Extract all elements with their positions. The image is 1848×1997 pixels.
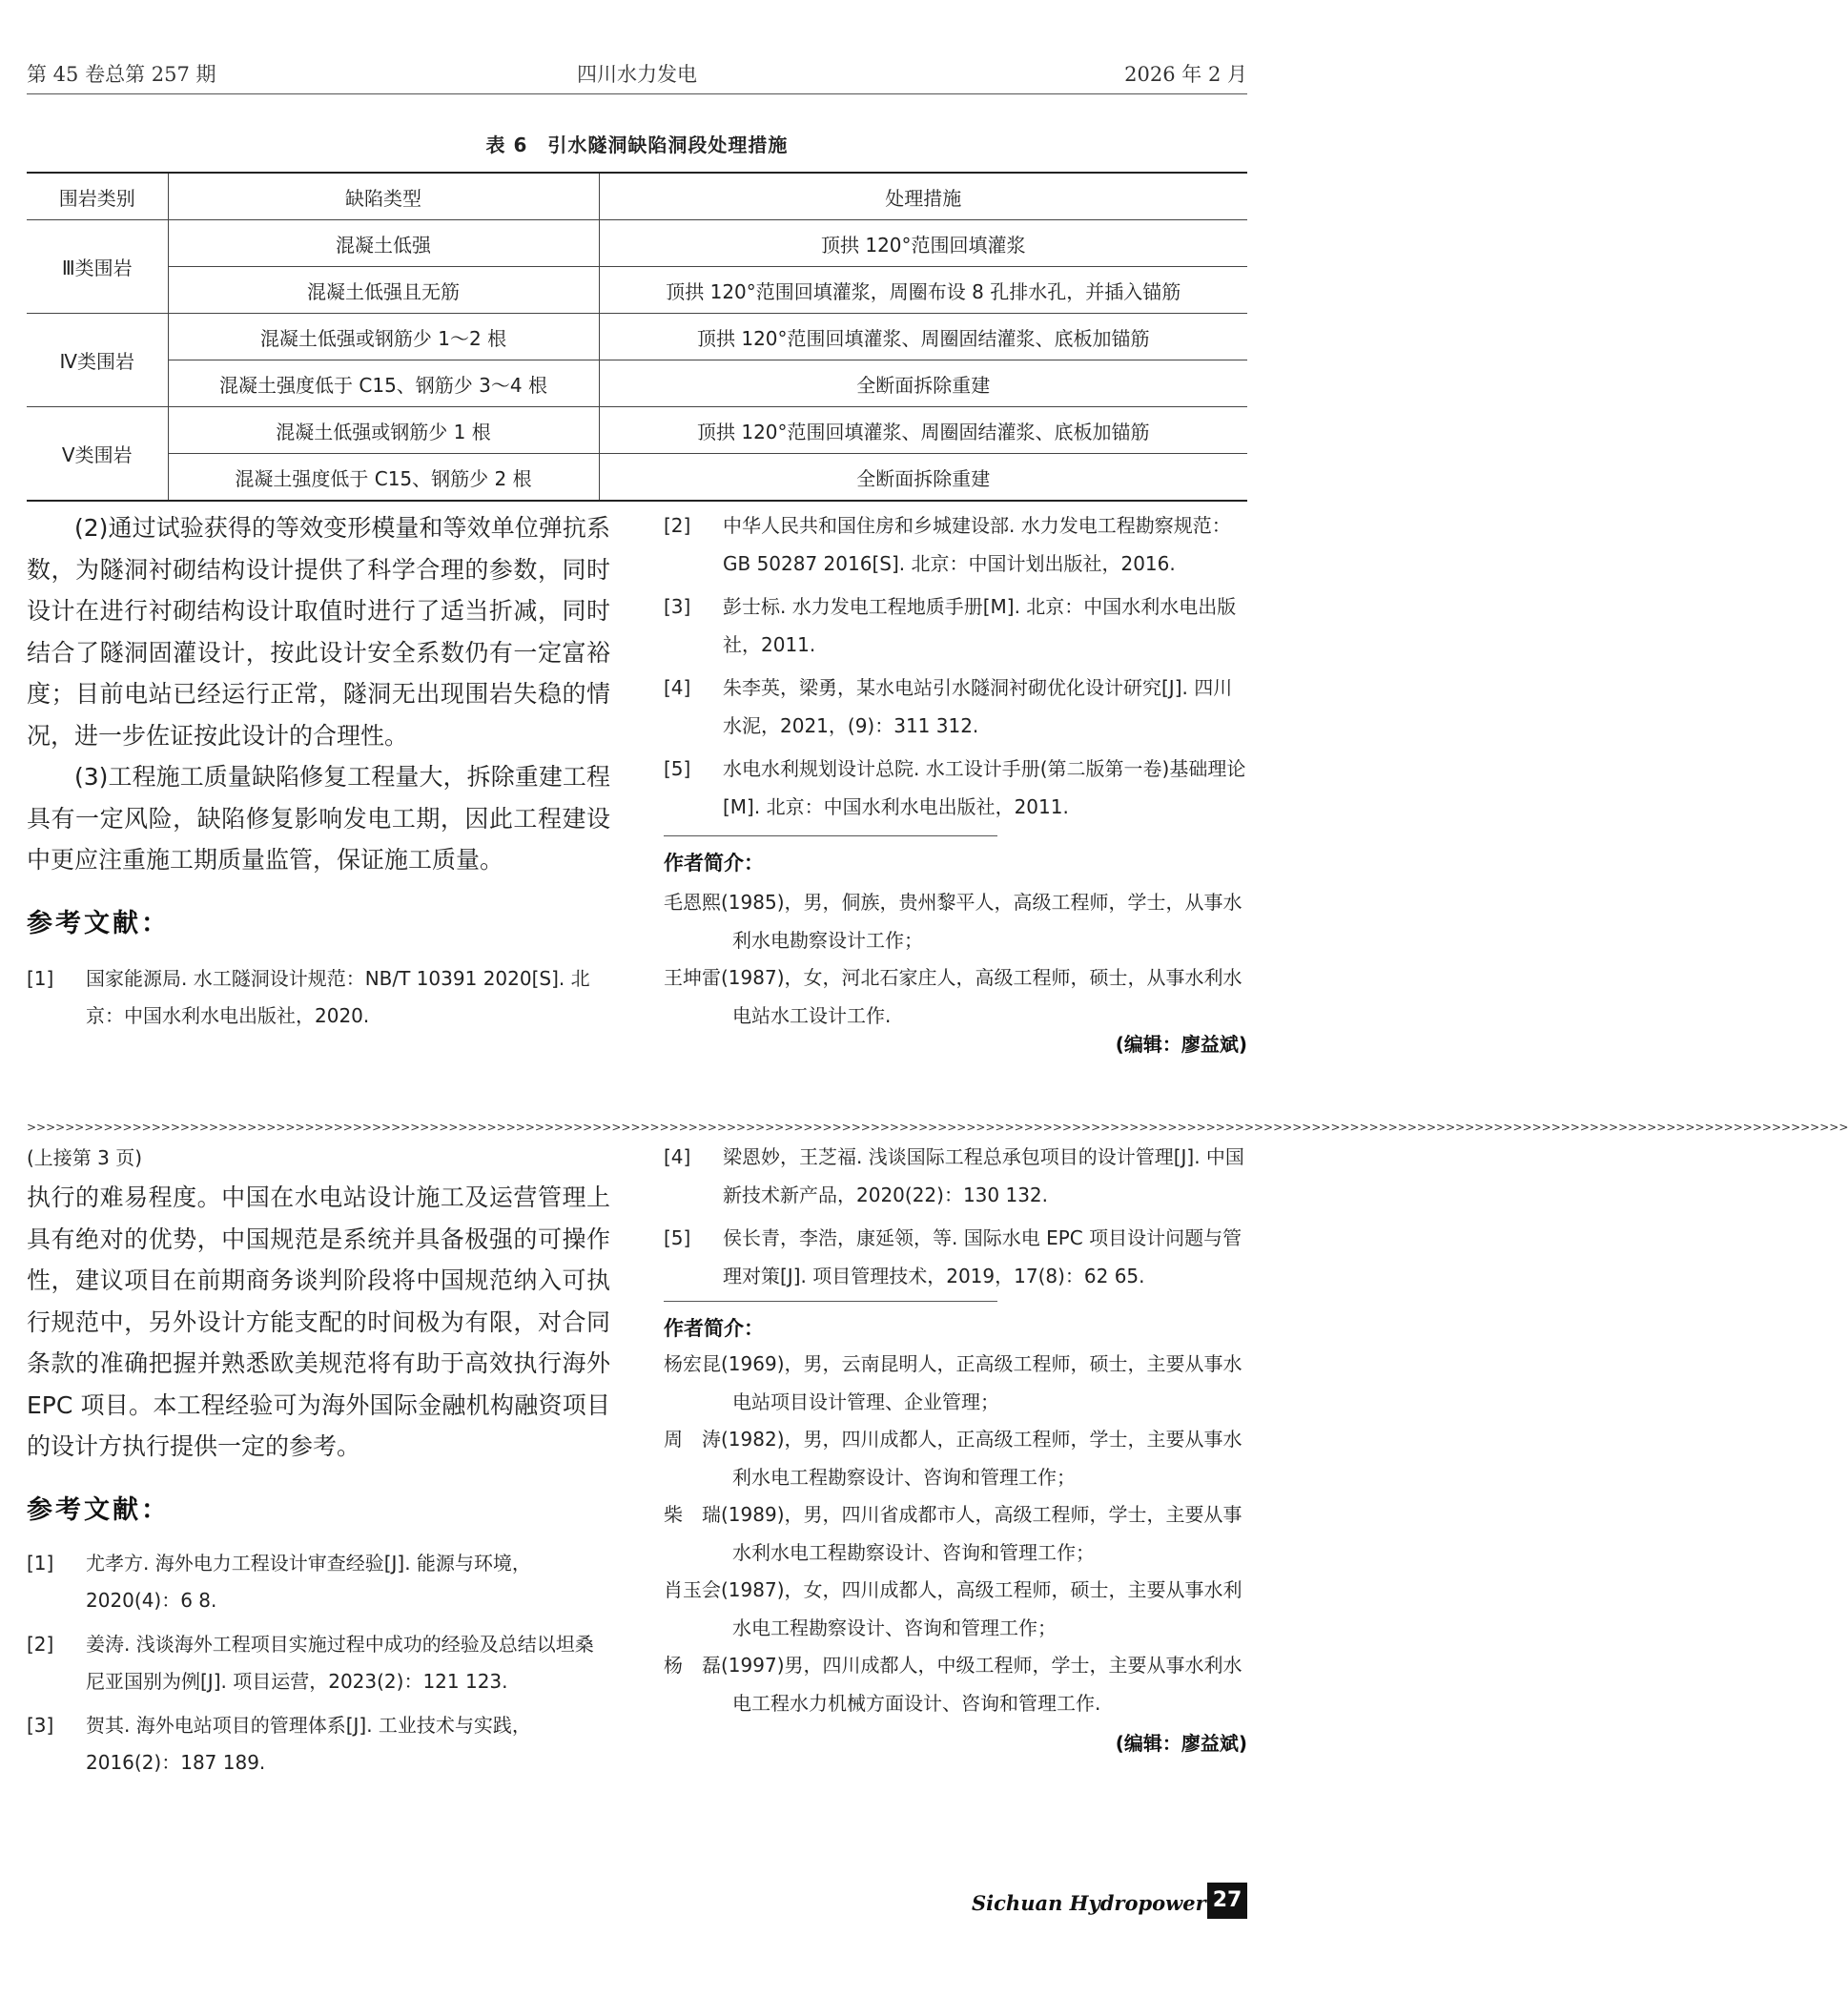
reference-number: [5] — [664, 1226, 691, 1249]
table-header-cell: 围岩类别 — [27, 173, 168, 220]
header-volume: 第 45 卷总第 257 期 — [27, 63, 216, 86]
table-row — [27, 267, 1247, 314]
page-number: 27 — [1207, 1883, 1247, 1919]
reference-number: [3] — [27, 1713, 54, 1737]
measure-cell: 全断面拆除重建 — [599, 360, 1247, 407]
author-bio: 王坤雷(1987)，女，河北石家庄人，高级工程师，硕士，从事水利水电站水工设计工作. — [664, 966, 1242, 1027]
reference-number: [3] — [664, 595, 691, 618]
header-date: 2026 年 2 月 — [1124, 63, 1247, 86]
reference-item — [664, 1220, 1247, 1295]
reference-text: 国家能源局. 水工隧洞设计规范：NB/T 10391 2020[S]. 北京：中国水利水电出版社，2020. — [86, 966, 590, 1027]
author-heading: 作者简介： — [664, 1317, 764, 1340]
defect-cell: 混凝土低强且无筋 — [168, 267, 599, 314]
reference-text: 中华人民共和国住房和乡城建设部. 水力发电工程勘察规范：GB 50287 2016[S]. 北京：中国计划出版社，2016. — [723, 514, 1231, 575]
author-rule — [664, 835, 997, 836]
references-heading: 参考文献： — [27, 908, 170, 938]
reference-item — [27, 1626, 610, 1701]
defect-cell: 混凝土低强或钢筋少 1 根 — [168, 407, 599, 454]
reference-number: [2] — [664, 514, 691, 537]
table-row — [27, 454, 1247, 502]
measure-cell: 全断面拆除重建 — [599, 454, 1247, 502]
reference-number: [1] — [27, 1551, 54, 1575]
reference-number: [2] — [27, 1632, 54, 1656]
footer-journal-name: Sichuan Hydropower — [972, 1891, 1206, 1915]
table-header-row — [27, 173, 1247, 220]
table-row — [27, 407, 1247, 454]
top-left-column — [27, 507, 610, 1041]
reference-text: 尤孝方. 海外电力工程设计审查经验[J]. 能源与环境，2020(4)：6 8. — [86, 1551, 531, 1612]
reference-item — [664, 751, 1247, 826]
author-rule — [664, 1301, 997, 1302]
body-paragraph: (2)通过试验获得的等效变形模量和等效单位弹抗系数，为隧洞衬砌结构设计提供了科学合理的参数，同时设计在进行衬砌结构设计取值时进行了适当折减，同时结合了隧洞固灌设计，按此设计安全系数仍有一定富裕度；目前电站已经运行正常，隧洞无出现围岩失稳的情况，进一步佐证按此设计的合理性。 — [27, 514, 610, 750]
reference-text: 朱李英，梁勇，某水电站引水隧洞衬砌优化设计研究[J]. 四川水泥，2021，(9)：311 312. — [723, 676, 1233, 737]
table-caption: 表 6 引水隧洞缺陷洞段处理措施 — [485, 134, 789, 156]
rock-class-cell: Ⅲ类围岩 — [27, 220, 168, 314]
defect-cell: 混凝土强度低于 C15、钢筋少 2 根 — [168, 454, 599, 502]
bottom-right-column — [664, 1139, 1247, 1756]
author-bio: 周 涛(1982)，男，四川成都人，正高级工程师，学士，主要从事水利水电工程勘察设计、咨询和管理工作； — [664, 1428, 1242, 1489]
author-bio: 柴 瑞(1989)，男，四川省成都市人，高级工程师，学士，主要从事水利水电工程勘察设计、咨询和管理工作； — [664, 1503, 1242, 1564]
reference-item — [27, 960, 610, 1036]
reference-text: 姜涛. 浅谈海外工程项目实施过程中成功的经验及总结以坦桑尼亚国别为例[J]. 项目运营，2023(2)：121 123. — [86, 1632, 594, 1693]
header-journal-title: 四川水力发电 — [577, 63, 697, 86]
bottom-left-column — [27, 1139, 610, 1788]
author-bio: 肖玉会(1987)，女，四川成都人，高级工程师，硕士，主要从事水利水电工程勘察设计、咨询和管理工作； — [664, 1578, 1242, 1639]
reference-number: [5] — [664, 757, 691, 780]
defect-cell: 混凝土低强 — [168, 220, 599, 267]
rock-class-cell: Ⅴ类围岩 — [27, 407, 168, 502]
editor-note: (编辑：廖益斌) — [1115, 1033, 1247, 1056]
measure-cell: 顶拱 120°范围回填灌浆、周圈固结灌浆、底板加锚筋 — [599, 314, 1247, 360]
measure-cell: 顶拱 120°范围回填灌浆 — [599, 220, 1247, 267]
reference-text: 水电水利规划设计总院. 水工设计手册(第二版第一卷)基础理论[M]. 北京：中国水利水电出版社，2011. — [723, 757, 1246, 818]
reference-item — [664, 588, 1247, 664]
measure-cell: 顶拱 120°范围回填灌浆，周圈布设 8 孔排水孔，并插入锚筋 — [599, 267, 1247, 314]
top-right-column — [664, 507, 1247, 1057]
continued-note: (上接第 3 页) — [27, 1146, 143, 1169]
defect-cell: 混凝土强度低于 C15、钢筋少 3～4 根 — [168, 360, 599, 407]
table-header-cell: 处理措施 — [599, 173, 1247, 220]
rock-class-cell: Ⅳ类围岩 — [27, 314, 168, 407]
author-bio: 杨宏昆(1969)，男，云南昆明人，正高级工程师，硕士，主要从事水电站项目设计管理、企业管理； — [664, 1352, 1242, 1413]
table-header-cell: 缺陷类型 — [168, 173, 599, 220]
table-row — [27, 314, 1247, 360]
references-heading: 参考文献： — [27, 1494, 170, 1525]
body-paragraph: (3)工程施工质量缺陷修复工程量大，拆除重建工程具有一定风险，缺陷修复影响发电工期，因此工程建设中更应注重施工期质量监管，保证施工质量。 — [27, 763, 610, 874]
reference-text: 侯长青，李浩，康延领，等. 国际水电 EPC 项目设计问题与管理对策[J]. 项目管理技术，2019，17(8)：62 65. — [723, 1226, 1242, 1287]
reference-item — [664, 1139, 1247, 1214]
reference-number: [1] — [27, 966, 54, 990]
author-bio: 杨 磊(1997)男，四川成都人，中级工程师，学士，主要从事水利水电工程水力机械方面设计、咨询和管理工作. — [664, 1654, 1242, 1715]
defect-treatment-table — [27, 172, 1247, 502]
section-divider: >>>>>>>>>>>>>>>>>>>>>>>>>>>>>>>>>>>>>>>>>>>>>>>>>>>>>>>>>>>>>>>>>>>>>>>>>>>>>>>>>>>>>>>>>>>>>>>>>>>>>>>>>>>>>>>>>>>>>>>>>>>>>>>>>>>>>>>>>>>>>>>>>>>>>>>>>>>>>>>>>>>>>>>>>>>>>>>>>>>>>>>>>>>>>> — [27, 1121, 1848, 1134]
reference-item — [664, 669, 1247, 745]
reference-text: 贺其. 海外电站项目的管理体系[J]. 工业技术与实践，2016(2)：187 189. — [86, 1713, 531, 1774]
body-paragraph: 执行的难易程度。中国在水电站设计施工及运营管理上具有绝对的优势，中国规范是系统并具备极强的可操作性，建议项目在前期商务谈判阶段将中国规范纳入可执行规范中，另外设计方能支配的时间极为有限，对合同条款的准确把握并熟悉欧美规范将有助于高效执行海外 EPC 项目。本工程经验可为海外国际金融机构融资项目的设计方执行提供一定的参考。 — [27, 1184, 610, 1460]
editor-note: (编辑：廖益斌) — [1115, 1732, 1247, 1755]
defect-cell: 混凝土低强或钢筋少 1～2 根 — [168, 314, 599, 360]
header-rule — [27, 93, 1247, 94]
reference-item — [27, 1707, 610, 1782]
table-row — [27, 360, 1247, 407]
reference-item — [27, 1545, 610, 1620]
author-heading: 作者简介： — [664, 852, 764, 875]
table-row — [27, 220, 1247, 267]
reference-number: [4] — [664, 676, 691, 699]
reference-text: 彭士标. 水力发电工程地质手册[M]. 北京：中国水利水电出版社，2011. — [723, 595, 1237, 656]
measure-cell: 顶拱 120°范围回填灌浆、周圈固结灌浆、底板加锚筋 — [599, 407, 1247, 454]
reference-text: 梁恩妙，王芝福. 浅谈国际工程总承包项目的设计管理[J]. 中国新技术新产品，2020(22)：130 132. — [723, 1145, 1244, 1206]
author-bio: 毛恩熙(1985)，男，侗族，贵州黎平人，高级工程师，学士，从事水利水电勘察设计工作； — [664, 891, 1242, 952]
reference-number: [4] — [664, 1145, 691, 1168]
reference-item — [664, 507, 1247, 583]
